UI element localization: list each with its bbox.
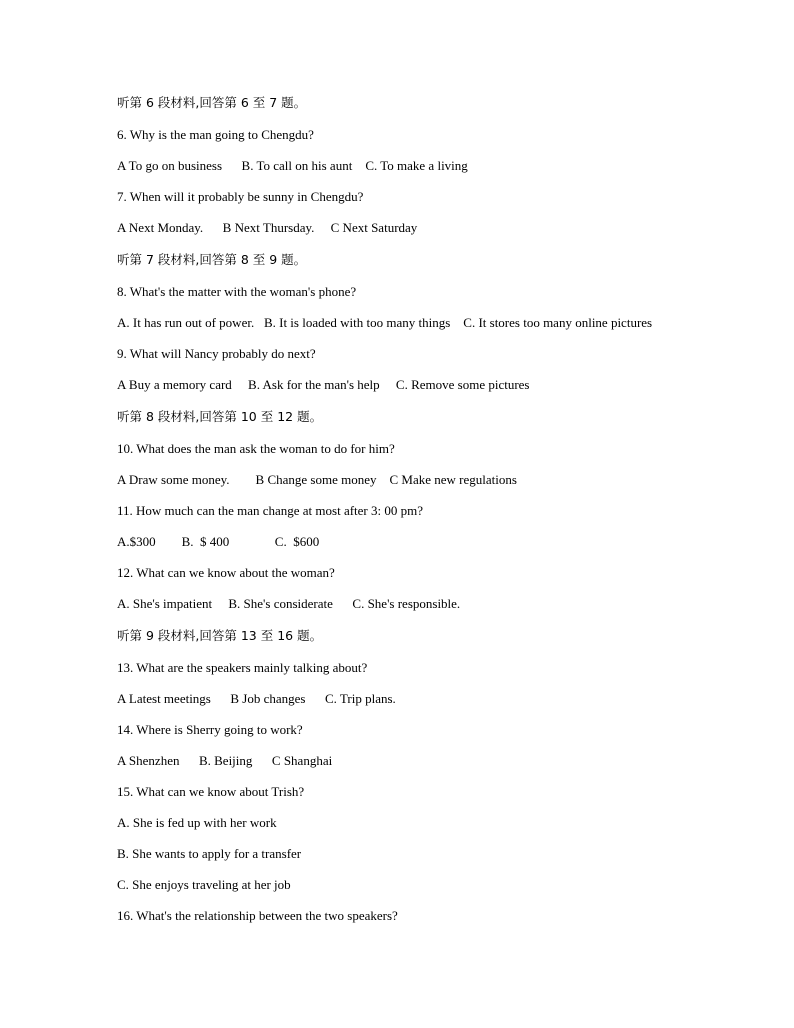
answer-options-9: A Buy a memory card B. Ask for the man's help C. Remove some pictures [117,377,530,392]
answer-options-13: A Latest meetings B Job changes C. Trip plans. [117,691,396,706]
section-heading-6: 听第 6 段材料,回答第 6 至 7 题。 [117,95,307,110]
answer-options-14: A Shenzhen B. Beijing C Shanghai [117,753,333,768]
question-6: 6. Why is the man going to Chengdu? [117,127,314,142]
answer-options-6: A To go on business B. To call on his aunt C. To make a living [117,158,468,173]
answer-options-12: A. She's impatient B. She's considerate C. She's responsible. [117,596,461,611]
question-13: 13. What are the speakers mainly talking about? [117,660,368,675]
question-8: 8. What's the matter with the woman's phone? [117,284,357,299]
question-9: 9. What will Nancy probably do next? [117,346,316,361]
answer-option-15c: C. She enjoys traveling at her job [117,877,291,892]
answer-options-7: A Next Monday. B Next Thursday. C Next Saturday [117,220,418,235]
section-heading-7: 听第 7 段材料,回答第 8 至 9 题。 [117,252,307,267]
answer-options-8: A. It has run out of power. B. It is loaded with too many things C. It stores too many online pictures [117,315,653,330]
question-14: 14. Where is Sherry going to work? [117,722,303,737]
section-heading-8: 听第 8 段材料,回答第 10 至 12 题。 [117,409,323,424]
question-11: 11. How much can the man change at most after 3: 00 pm? [117,503,424,518]
question-15: 15. What can we know about Trish? [117,784,305,799]
answer-option-15a: A. She is fed up with her work [117,815,277,830]
section-heading-9: 听第 9 段材料,回答第 13 至 16 题。 [117,628,323,643]
question-7: 7. When will it probably be sunny in Chengdu? [117,189,364,204]
answer-options-10: A Draw some money. B Change some money C Make new regulations [117,472,517,487]
question-10: 10. What does the man ask the woman to do for him? [117,441,395,456]
answer-options-11: A.$300 B. $ 400 C. $600 [117,534,320,549]
question-12: 12. What can we know about the woman? [117,565,335,580]
question-16: 16. What's the relationship between the two speakers? [117,908,398,923]
answer-option-15b: B. She wants to apply for a transfer [117,846,302,861]
